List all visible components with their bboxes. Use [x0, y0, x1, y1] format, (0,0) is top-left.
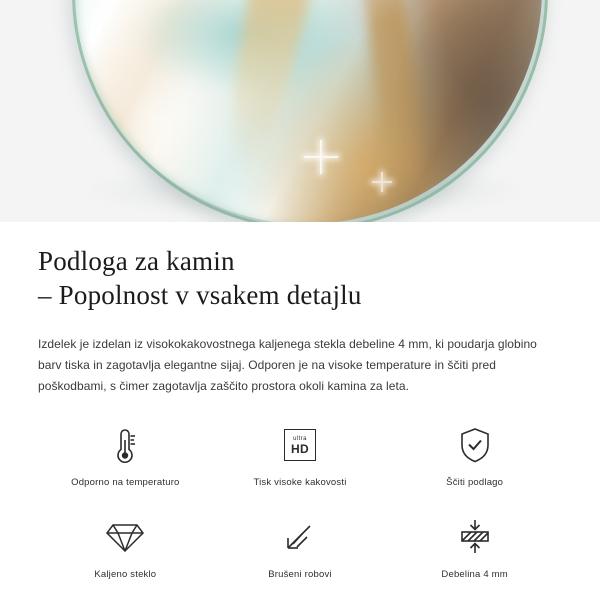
thermometer-icon [109, 423, 141, 467]
feature-item-print-quality [213, 423, 388, 505]
hero-product-image [0, 0, 600, 222]
content-area [0, 222, 600, 597]
polished-edges-icon [282, 515, 318, 559]
feature-label: Kaljeno steklo [94, 569, 157, 580]
shield-check-icon [458, 423, 492, 467]
ultra-hd-badge-bottom: HD [291, 441, 309, 456]
thickness-arrows-icon [458, 515, 492, 559]
feature-item-surface-protection [387, 423, 562, 505]
headline-line-2: – Popolnost v vsakem detajlu [38, 280, 362, 310]
feature-label: Brušeni robovi [268, 569, 332, 580]
feature-item-temperature [38, 423, 213, 505]
feature-grid [38, 423, 562, 597]
page-title [38, 244, 562, 312]
diamond-icon [105, 515, 145, 559]
feature-label: Tisk visoke kakovosti [253, 477, 347, 488]
feature-item-tempered-glass [38, 515, 213, 597]
feature-label: Odporno na temperaturo [71, 477, 180, 488]
feature-label: Debelina 4 mm [441, 569, 508, 580]
ultra-hd-badge-top: ultra [293, 435, 307, 442]
ultra-hd-icon [284, 423, 316, 467]
description-paragraph: Izdelek je izdelan iz visokokakovostnega kaljenega stekla debeline 4 mm, ki poudarja globino barv tiska in zagotavlja elegantne sijaj. Odporen je na visoke temperature in ščiti pred poškodbami, s čimer zagotavlja zaščito prostora okoli kamina za leta. [38, 337, 537, 393]
feature-item-thickness [387, 515, 562, 597]
headline-line-1: Podloga za kamin [38, 246, 235, 276]
marble-streak-dark [402, 0, 542, 214]
feature-label: Ščiti podlago [446, 477, 504, 488]
feature-item-polished-edges [213, 515, 388, 597]
